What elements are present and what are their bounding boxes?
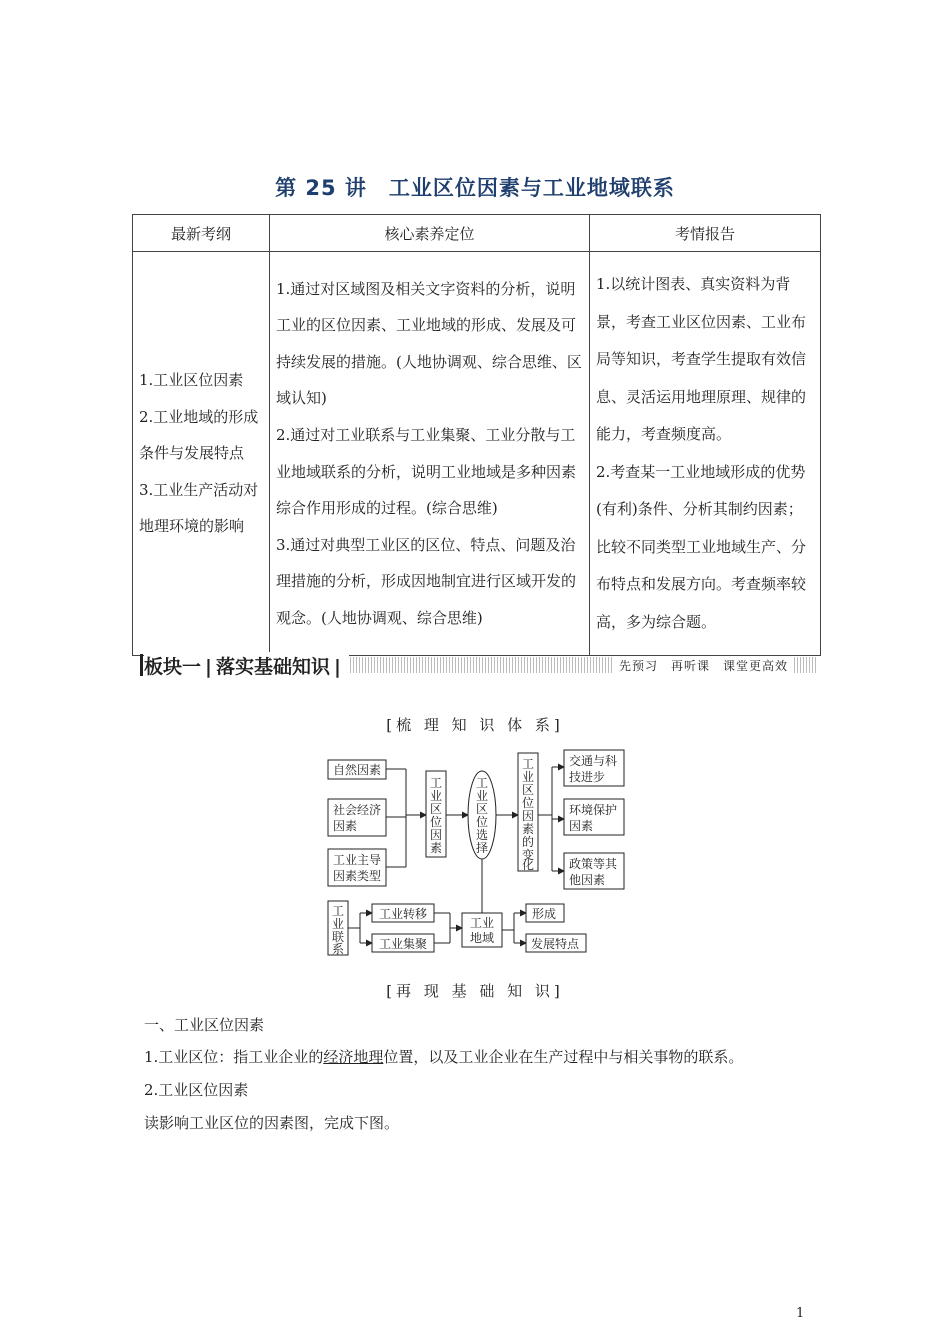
header-cell: 最新考纲 [133,215,270,252]
literacy-item: 3.通过对典型工业区的区位、特点、问题及治理措施的分析，形成因地制宜进行区域开发的观念。(人地协调观、综合思维) [276,535,577,627]
form-label: 形成 [532,907,557,921]
section-heading-basic-knowledge: [再 现 基 础 知 识] [386,982,564,1000]
syllabus-table [132,214,821,656]
report-item: 2.考查某一工业地域形成的优势(有利)条件、分析其制约因素；比较不同类型工业地域生产、分布特点和发展方向。考查频率较高，多为综合题。 [596,462,807,631]
table-row [133,252,821,656]
center2-char: 工 [522,757,535,771]
heading-industrial-location: 一、工业区位因素 [144,1016,265,1034]
center2-char: 素 [522,822,535,836]
report-item: 1.以统计图表、真实资料为背景，考查工业区位因素、工业布局等知识，考查学生提取有效信息、灵活运用地理原理、规律的能力，考查频度高。 [596,275,807,443]
factor-label: 工业主导 [333,853,382,867]
center2-char: 变 [522,848,535,862]
report-cell [590,252,821,656]
center2-char: 因 [522,809,535,823]
oval-char: 选 [476,828,489,842]
item1-underline: 经济地理 [323,1048,384,1066]
center1-char: 位 [430,815,443,829]
center2-char: 化 [522,858,535,872]
oval-char: 区 [476,802,489,816]
link-char: 工 [332,904,345,918]
banner-name: 板块一 [144,656,202,678]
table-header-row [133,215,821,252]
header-cell: 考情报告 [590,215,821,252]
literacy-item: 2.通过对工业联系与工业集聚、工业分散与工业地域联系的分析，说明工业地域是多种因素综合作用形成的过程。(综合思维) [276,425,577,518]
factor-label: 因素类型 [333,869,382,883]
region-label: 工业 [470,916,495,930]
change-label: 环境保护 [569,803,618,817]
center2-char: 的 [522,835,535,849]
literacy-item: 1.通过对区域图及相关文字资料的分析，说明工业的区位因素、工业地域的形成、发展及可持续发展的措施。(人地协调观、综合思维、区域认知) [276,279,582,408]
change-label: 政策等其 [569,857,618,871]
link-char: 业 [332,917,345,931]
literacy-cell [270,252,590,656]
develop-label: 发展特点 [531,937,580,951]
center1-char: 业 [430,789,443,803]
page-number: 1 [796,1306,805,1321]
cluster-label: 工业集聚 [379,937,428,951]
banner-subtitle: 落实基础知识 [215,656,330,678]
link-char: 系 [332,942,345,956]
item1-prefix: 1.工业区位：指工业企业的 [144,1048,324,1066]
oval-char: 业 [476,789,489,803]
center1-char: 工 [430,776,443,790]
banner-title: 板块一 | 落实基础知识 | [144,652,349,679]
factor-label: 自然因素 [333,763,382,777]
page-title: 第 25 讲 工业区位因素与工业地域联系 [275,176,675,200]
syllabus-item: 1.工业区位因素 [139,371,244,390]
change-label: 技进步 [569,770,606,784]
oval-char: 位 [476,815,489,829]
item1-suffix: 位置，以及工业企业在生产过程中与相关事物的联系。 [383,1048,744,1066]
change-label: 他因素 [569,873,606,887]
syllabus-item: 3.工业生产活动对地理环境的影响 [139,480,259,536]
syllabus-item: 2.工业地域的形成条件与发展特点 [139,407,259,463]
center2-char: 位 [522,796,535,810]
change-label: 因素 [569,819,594,833]
header-cell: 核心素养定位 [270,215,590,252]
section-heading-knowledge-system: [梳 理 知 识 体 系] [386,716,564,734]
center1-char: 因 [430,828,443,842]
center2-char: 业 [522,770,535,784]
factor-label: 因素 [333,819,358,833]
link-char: 联 [332,930,345,944]
region-label: 地域 [470,931,495,945]
oval-char: 择 [476,841,489,855]
banner-bar [140,654,143,676]
center1-char: 素 [430,841,443,855]
transfer-label: 工业转移 [379,907,428,921]
oval-char: 工 [476,776,489,790]
section-banner [136,652,818,680]
factor-label: 社会经济 [333,803,382,817]
center1-char: 区 [430,802,443,816]
center2-char: 区 [522,783,535,797]
syllabus-cell [133,252,270,656]
item-industrial-location [144,1046,743,1067]
item-location-factors: 2.工业区位因素 [144,1081,249,1099]
instruction-text: 读影响工业区位的因素图，完成下图。 [144,1114,400,1132]
banner-tag: 先预习 再听课 课堂更高效 [613,657,794,674]
knowledge-diagram [320,745,630,960]
change-label: 交通与科 [569,754,618,768]
